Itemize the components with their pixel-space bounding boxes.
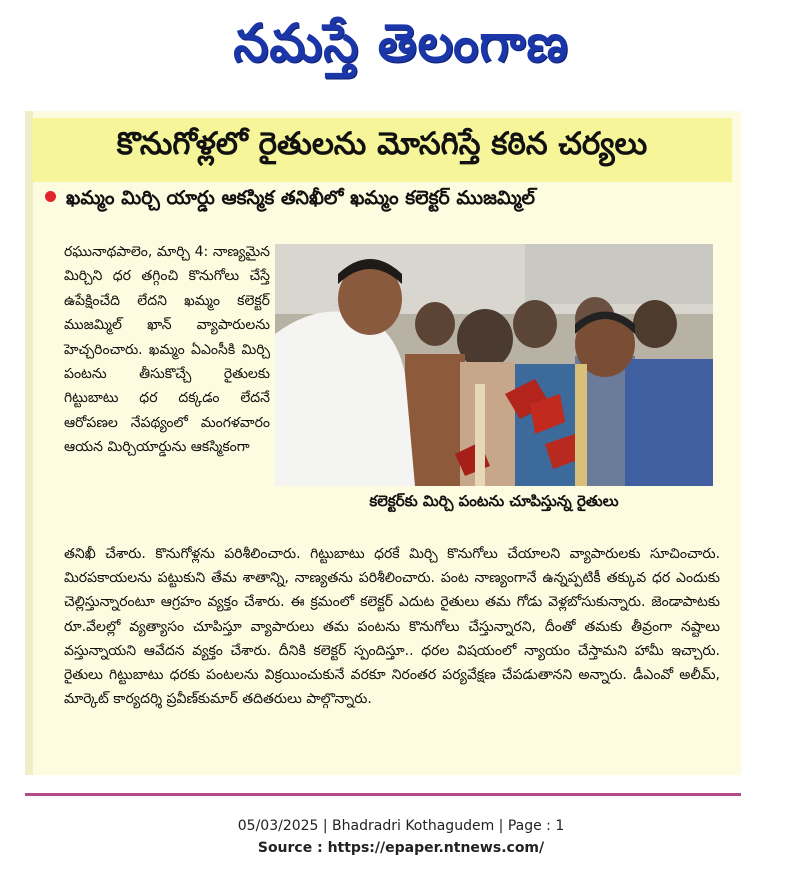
bullet-icon <box>45 191 56 202</box>
article-body-continued: తనిఖీ చేశారు. కొనుగోళ్లను పరిశీలించారు. గిట్టుబాటు ధరకే మిర్చి కొనుగోలు చేయాలని వ్యాపారులకు సూచించారు. మిరపకాయలను పట్టుకుని తేమ శాతాన్ని, నాణ్యతను పరిశీలించారు. పంట నాణ్యంగానే ఉన్నప్పటికీ తక్కువ ధర ఎందుకు చెల్లిస్తున్నారంటూ ఆగ్రహం వ్యక్తం చేశారు. ఈ క్రమంలో కలెక్టర్ ఎదుట రైతులు తమ గోడు వెళ్లబోసుకున్నారు. జెండాపాటకు రూ.వేలల్లో వ్యత్యాసం చూపిస్తూ వ్యాపారులు తమ పంటను కొనుగోలు చేస్తున్నారని, దీంతో తమకు తీవ్రంగా నష్టాలు వస్తున్నాయని ఆవేదన వ్యక్తం చేశారు. దీనికి కలెక్టర్ స్పందిస్తూ.. ధరల విషయంలో న్యాయం చేస్తామని హామీ ఇచ్చారు. రైతులు గిట్టుబాటు ధరకు పంటలను విక్రయించుకునే వరకూ నిరంతర పర్యవేక్షణ చేపడుతానని అన్నారు. డీఎంవో అలీమ్, మార్కెట్ కార్యదర్శి ప్రవీణ్‌కుమార్ తదితరులు పాల్గొన్నారు. <box>64 546 720 708</box>
farmers-showing-chillies-photo <box>275 244 713 486</box>
article-body-column: రఘునాథపాలెం, మార్చి 4: నాణ్యమైన మిర్చిని ధర తగ్గించి కొనుగోలు చేస్తే ఉపేక్షించేది లేదని ఖమ్మం కలెక్టర్ ముజమ్మిల్ ఖాన్ వ్యాపారులను హెచ్చరించారు. ఖమ్మం ఏఎంసీకి మిర్చి పంటను తీసుకొచ్చే రైతులకు గిట్టుబాటు ధర దక్కడం లేదనే ఆరోపణల నేపథ్యంలో మంగళవారం ఆయన మిర్చియార్డును ఆకస్మికంగా <box>64 244 270 456</box>
clipping-edge <box>25 111 33 775</box>
footer-divider <box>25 793 741 796</box>
article-subheadline <box>45 187 735 219</box>
source-link[interactable]: Source : https://epaper.ntnews.com/ <box>257 840 545 856</box>
page-footer <box>0 815 802 859</box>
masthead-title: నమస్తే తెలంగాణ <box>233 12 569 74</box>
subheadline-text: ఖమ్మం మిర్చి యార్డు ఆకస్మిక తనిఖీలో ఖమ్మం కలెక్టర్ ముజమ్మిల్ <box>66 187 536 209</box>
edition-info: 05/03/2025 | Bhadradri Kothagudem | Page : 1 <box>237 818 565 834</box>
photo-caption: కలెక్టర్‌కు మిర్చి పంటను చూపిస్తున్న రైతులు <box>369 492 619 510</box>
article-headline: కొనుగోళ్లలో రైతులను మోసగిస్తే కఠిన చర్యలు <box>116 126 648 162</box>
news-photo <box>275 244 713 486</box>
masthead <box>0 0 802 92</box>
